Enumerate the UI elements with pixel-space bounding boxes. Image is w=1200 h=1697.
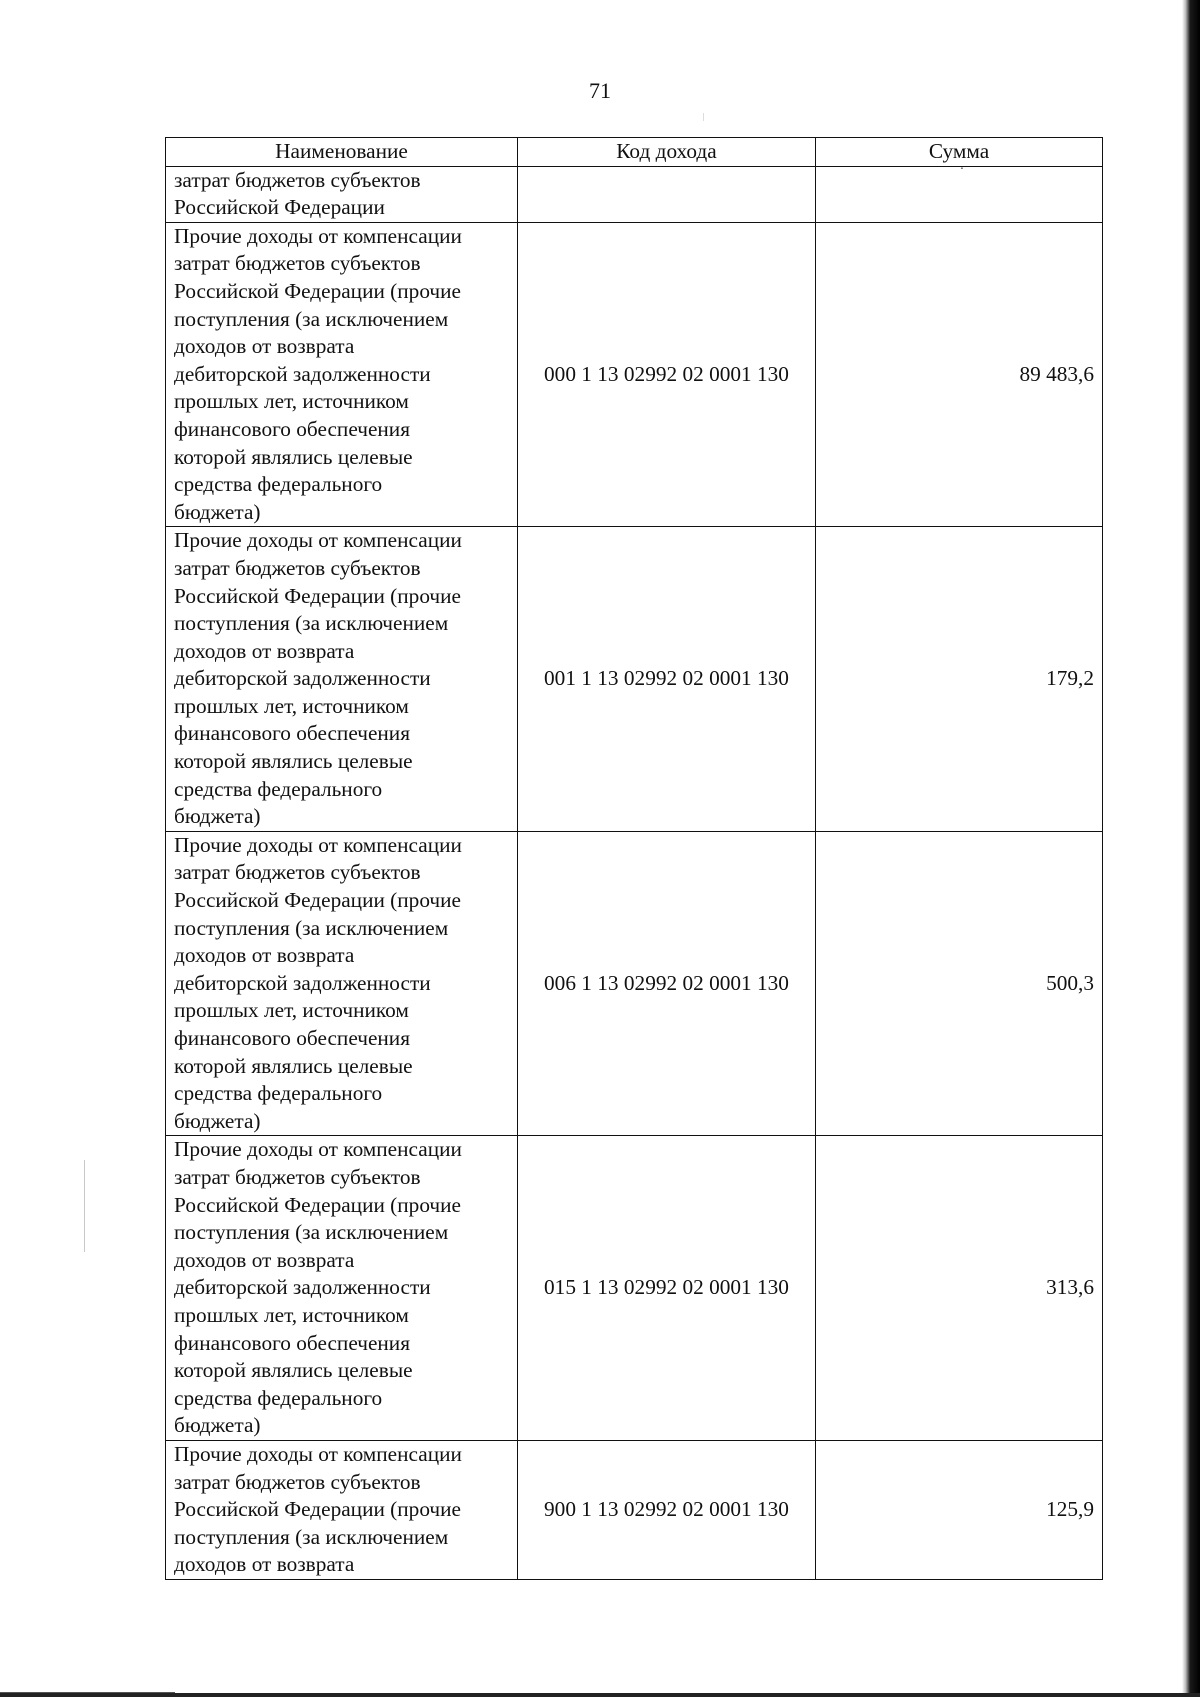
cell-code: 001 1 13 02992 02 0001 130 (518, 527, 816, 832)
name-line: которой являлись целевые (174, 444, 413, 469)
name-line: Прочие доходы от компенсации (174, 1137, 462, 1162)
name-line: финансового обеспечения (174, 1026, 410, 1050)
cell-code (518, 166, 816, 222)
name-line: средства федерального (174, 776, 383, 801)
name-line: Российской Федерации (прочие (174, 583, 461, 608)
cell-name (166, 831, 518, 1136)
name-line: Прочие доходы от компенсации (174, 223, 462, 248)
name-line: дебиторской задолженности (174, 361, 431, 386)
name-line: Прочие доходы от компенсации (174, 528, 462, 553)
header-amount: Сумма (816, 138, 1103, 167)
name-line: которой являлись целевые (174, 1358, 413, 1383)
scan-bottom-edge (0, 1693, 1200, 1697)
name-line: финансового обеспечения (174, 721, 410, 746)
cell-name (166, 1440, 518, 1579)
name-line: Прочие доходы от компенсации (174, 832, 462, 857)
name-line: финансового обеспечения (174, 416, 410, 441)
name-line: затрат бюджетов субъектов (174, 167, 421, 192)
name-line: бюджета) (174, 804, 261, 829)
name-line: средства федерального (174, 1081, 383, 1106)
name-line: финансового обеспечения (174, 1330, 410, 1355)
name-line: Российской Федерации (174, 195, 385, 220)
name-line: бюджета) (174, 1108, 261, 1133)
name-line: средства федерального (174, 472, 383, 497)
name-line: Российской Федерации (прочие (174, 1192, 461, 1217)
name-line: прошлых лет, источником (174, 998, 409, 1023)
name-line: прошлых лет, источником (174, 389, 409, 414)
name-line: прошлых лет, источником (174, 693, 409, 718)
stray-dot-mark: · (959, 161, 965, 177)
cell-amount: 500,3 (816, 831, 1103, 1136)
cell-amount (816, 161, 1103, 222)
cell-code: 015 1 13 02992 02 0001 130 (518, 1136, 816, 1441)
name-line: Российской Федерации (прочие (174, 1497, 461, 1522)
name-line: Прочие доходы от компенсации (174, 1441, 462, 1466)
name-line: доходов от возврата (174, 1552, 355, 1577)
cell-code: 006 1 13 02992 02 0001 130 (518, 831, 816, 1136)
name-line: средства федерального (174, 1385, 383, 1410)
table-row (166, 222, 1103, 527)
name-line: доходов от возврата (174, 334, 355, 359)
name-line: поступления (за исключением (174, 611, 449, 636)
header-code: Код дохода (518, 138, 816, 167)
name-line: бюджета) (174, 499, 261, 524)
cell-amount: 313,6 (816, 1136, 1103, 1441)
name-line: затрат бюджетов субъектов (174, 251, 421, 276)
name-line: которой являлись целевые (174, 1053, 413, 1078)
name-line: доходов от возврата (174, 1247, 355, 1272)
name-line: дебиторской задолженности (174, 666, 431, 691)
revenue-table (165, 137, 1103, 1580)
name-line: поступления (за исключением (174, 306, 449, 331)
name-line: прошлых лет, источником (174, 1302, 409, 1327)
name-line: затрат бюджетов субъектов (174, 1164, 421, 1189)
name-line: затрат бюджетов субъектов (174, 555, 421, 580)
cell-name (166, 527, 518, 832)
cell-amount: 89 483,6 (816, 222, 1103, 527)
cell-code: 900 1 13 02992 02 0001 130 (518, 1440, 816, 1579)
name-line: затрат бюджетов субъектов (174, 860, 421, 885)
name-line: Российской Федерации (прочие (174, 888, 461, 913)
table-row (166, 527, 1103, 832)
name-line: дебиторской задолженности (174, 970, 431, 995)
cell-name (166, 222, 518, 527)
name-line: Российской Федерации (прочие (174, 278, 461, 303)
table-body (166, 161, 1103, 1579)
table-row (166, 1440, 1103, 1579)
name-line: которой являлись целевые (174, 749, 413, 774)
name-line: дебиторской задолженности (174, 1275, 431, 1300)
name-line: доходов от возврата (174, 638, 355, 663)
name-line: затрат бюджетов субъектов (174, 1469, 421, 1494)
name-line: поступления (за исключением (174, 1220, 449, 1245)
table-row (166, 831, 1103, 1136)
cell-amount: 179,2 (816, 527, 1103, 832)
page-number: 71 (589, 78, 611, 103)
table-row (166, 166, 1103, 222)
cell-code: 000 1 13 02992 02 0001 130 (518, 222, 816, 527)
scan-faint-mark (703, 113, 704, 121)
scan-right-edge (1182, 0, 1200, 1697)
cell-amount: 125,9 (816, 1440, 1103, 1579)
scan-left-mark (84, 1160, 85, 1252)
cell-name (166, 1136, 518, 1441)
name-line: доходов от возврата (174, 943, 355, 968)
name-line: поступления (за исключением (174, 915, 449, 940)
name-line: бюджета) (174, 1413, 261, 1438)
table-row (166, 1136, 1103, 1441)
name-line: поступления (за исключением (174, 1524, 449, 1549)
header-name: Наименование (166, 138, 518, 167)
cell-name (166, 166, 518, 222)
